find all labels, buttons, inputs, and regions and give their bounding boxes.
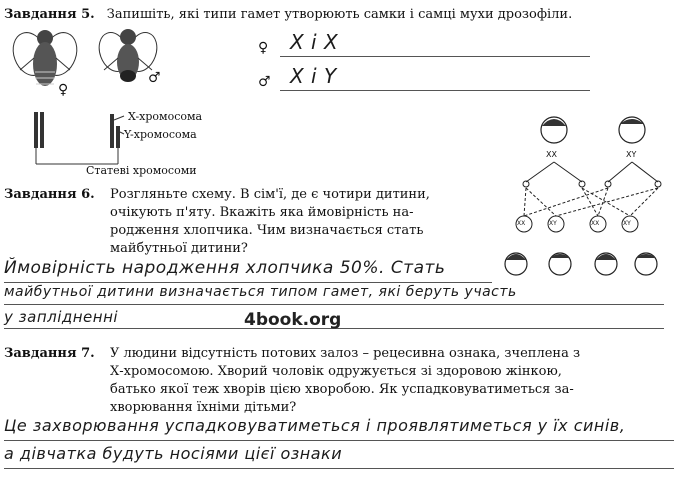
task6-answer-line: Ймовірність народження хлопчика 50%. Стать (4, 258, 446, 278)
sex-chromosomes-label: Статеві хромосоми (86, 164, 197, 177)
y-chromosome-label: Y-хромосома (124, 128, 197, 141)
answer-line (4, 282, 492, 283)
task6-text-line: Розгляньте схему. В сім'ї, де є чотири дитини, (110, 187, 430, 202)
task6-text-line: майбутньої дитини? (110, 241, 248, 256)
task5-label: Завдання 5. (4, 7, 95, 22)
child-genotype-label: XY (623, 220, 631, 227)
task7-label: Завдання 7. (4, 346, 95, 361)
child-genotype-label: XX (517, 220, 526, 227)
answer-line (280, 90, 590, 91)
child-genotype-label: XX (591, 220, 600, 227)
fruit-fly-male-illustration (96, 24, 160, 100)
task7-answer-line: Це захворювання успадковуватиметься і проявлятиметься у їх синів, (4, 416, 626, 435)
female-answer-symbol: ♀ (258, 40, 269, 56)
watermark: 4book.org (244, 310, 342, 330)
task6-text-line: очікують п'яту. Вкажіть яка ймовірність на- (110, 205, 414, 220)
answer-line (4, 468, 674, 469)
answer-line (4, 440, 674, 441)
family-inheritance-scheme (498, 112, 678, 302)
task7-text-line: хворювання їхніми дітьми? (110, 400, 297, 415)
male-symbol: ♂ (148, 70, 161, 86)
answer-line (280, 56, 590, 57)
task5-text: Запишіть, які типи гамет утворюють самки і самці мухи дрозофіли. (106, 7, 573, 22)
female-symbol: ♀ (58, 82, 69, 98)
fruit-fly-female-illustration (10, 24, 80, 104)
male-gametes-answer: X i Y (290, 64, 337, 88)
task7-text-line: У людини відсутність потових залоз – рецесивна ознака, зчеплена з (110, 346, 581, 361)
mother-genotype-label: XX (546, 150, 557, 159)
task6-answer-line: у заплідненні (4, 308, 119, 326)
task6-text-line: родження хлопчика. Чим визначається стать (110, 223, 424, 238)
task5-heading (4, 6, 572, 23)
x-chromosome-label: X-хромосома (128, 110, 203, 123)
father-genotype-label: XY (626, 150, 637, 159)
answer-line (4, 304, 664, 305)
task7-text-line: Х-хромосомою. Хворий чоловік одружується зі здоровою жінкою, (110, 364, 562, 379)
child-genotype-label: XY (549, 220, 557, 227)
task7-text-line: батько якої теж хворів цією хворобою. Як успадковуватиметься за- (110, 382, 574, 397)
male-answer-symbol: ♂ (258, 74, 271, 90)
task7-answer-line: а дівчатка будуть носіями цієї ознаки (4, 444, 343, 463)
task6-label: Завдання 6. (4, 187, 95, 202)
task6-answer-line: майбутньої дитини визначається типом гамет, які беруть участь (4, 284, 517, 300)
female-gametes-answer: X i X (290, 30, 339, 54)
